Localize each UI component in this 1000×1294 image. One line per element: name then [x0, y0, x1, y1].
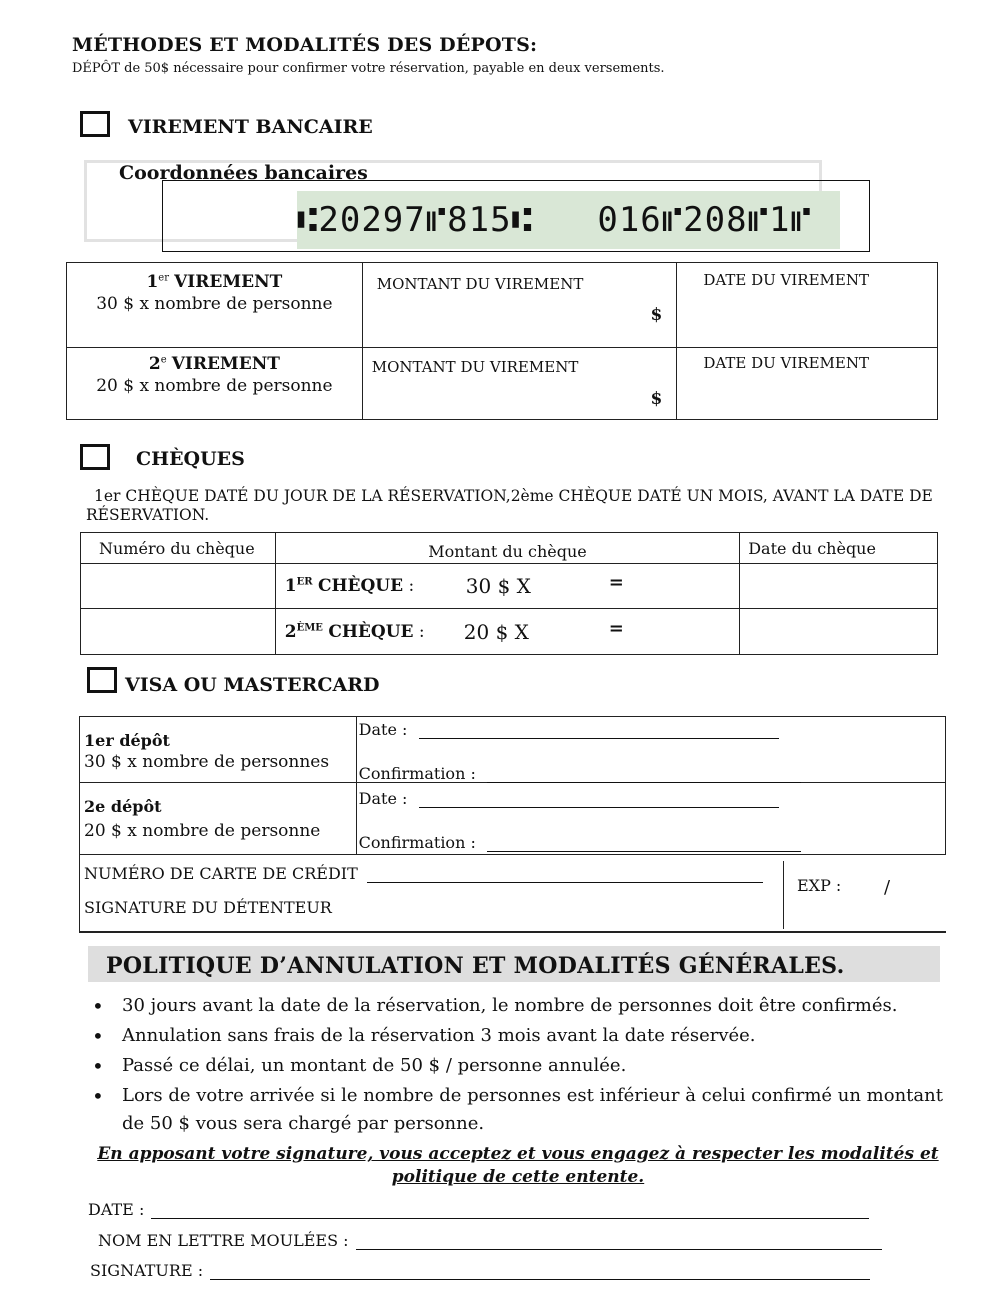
virement-2-amount-label: MONTANT DU VIREMENT [371, 358, 579, 376]
policy-title: POLITIQUE D’ANNULATION ET MODALITÉS GÉNÉRALES. [106, 953, 845, 979]
virement-1-currency: $ [650, 305, 663, 325]
visa-1-date-label: Date : [358, 720, 408, 739]
card-number-label: NUMÉRO DE CARTE DE CRÉDIT [84, 864, 358, 883]
cheque-row-2 [81, 609, 938, 655]
virement-2-date-cell[interactable] [677, 348, 938, 420]
cardholder-signature-label: SIGNATURE DU DÉTENTEUR [84, 898, 332, 917]
cheques-checkbox[interactable] [80, 444, 110, 470]
virement-1-desc [67, 263, 363, 348]
cheque-1-equals: = [608, 572, 624, 593]
cheques-note: 1er CHÈQUE DATÉ DU JOUR DE LA RÉSERVATION,2ème CHÈQUE DATÉ UN MOIS, AVANT LA DATE DE RÉSERVATION. [86, 487, 933, 524]
cheque-2-date-cell[interactable] [740, 609, 938, 655]
cheque-2-amount-cell[interactable] [275, 609, 739, 655]
cheques-header-row [81, 533, 938, 564]
virement-2-formula: 20 $ x nombre de personne [96, 376, 333, 396]
cheque-1-amount-cell[interactable] [275, 564, 739, 609]
visa-1-label: 1er dépôt [84, 731, 170, 750]
policy-bullet: • Passé ce délai, un montant de 50 $ / personne annulée. [88, 1052, 948, 1080]
cheque-1-ordinal: 1 [284, 576, 297, 596]
cheque-2-sup: ÈME [296, 622, 323, 634]
virement-1-amount-label: MONTANT DU VIREMENT [376, 275, 584, 293]
virement-2-name: VIREMENT [171, 354, 280, 374]
footer-name-label: NOM EN LETTRE MOULÉES : [98, 1231, 349, 1250]
policy-bullet: • 30 jours avant la date de la réservation, le nombre de personnes doit être confirmés. [88, 992, 948, 1020]
visa-1-formula: 30 $ x nombre de personnes [84, 752, 330, 772]
virement-1-amount-cell[interactable] [362, 263, 677, 348]
cheques-header-number: Numéro du chèque [99, 539, 255, 558]
cheque-row-1 [81, 564, 938, 609]
virement-1-name: VIREMENT [174, 272, 283, 292]
virement-table [66, 262, 938, 420]
cheques-header-amount: Montant du chèque [428, 542, 587, 561]
footer-date-field[interactable] [151, 1218, 869, 1219]
exp-slash[interactable]: / [884, 877, 891, 898]
policy-bullet: • Lors de votre arrivée si le nombre de personnes est inférieur à celui confirmé un montant de 50 $ vous sera chargé par personne. [88, 1082, 948, 1138]
page-title: MÉTHODES ET MODALITÉS DES DÉPOTS: [72, 34, 538, 56]
visa-table [79, 716, 946, 855]
virement-2-sup: e [160, 354, 167, 366]
virement-1-ordinal: 1 [146, 272, 159, 292]
cheque-2-equals: = [608, 618, 624, 639]
cheque-1-number-cell[interactable] [81, 564, 276, 609]
cheque-1-date-cell[interactable] [740, 564, 938, 609]
card-number-field[interactable] [367, 882, 763, 883]
cheque-2-name: CHÈQUE [328, 622, 414, 642]
virement-2-ordinal: 2 [148, 354, 161, 374]
virement-row-1 [67, 263, 938, 348]
virement-1-sup: er [158, 272, 169, 284]
footer-signature-label: SIGNATURE : [90, 1261, 204, 1280]
virement-1-date-label: DATE DU VIREMENT [703, 271, 869, 289]
virement-row-2 [67, 348, 938, 420]
visa-row-2 [80, 783, 946, 855]
cheques-header-date: Date du chèque [748, 539, 876, 558]
cheque-2-ordinal: 2 [284, 622, 297, 642]
agreement-text: En apposant votre signature, vous acceptez et vous engagez à respecter les modalités et politique de cette entente. [97, 1144, 939, 1187]
virement-1-date-cell[interactable] [677, 263, 938, 348]
visa-1-date-field[interactable] [419, 738, 779, 739]
visa-1-confirm-label: Confirmation : [358, 764, 476, 783]
cheques-table [80, 532, 938, 655]
policy-bullet: • Annulation sans frais de la réservation 3 mois avant la date réservée. [88, 1022, 948, 1050]
visa-checkbox[interactable] [87, 667, 117, 693]
cheque-1-sup: ER [296, 576, 313, 588]
policy-banner [88, 946, 940, 982]
virement-checkbox[interactable] [80, 111, 110, 137]
cheque-2-colon: : [418, 622, 425, 642]
virement-2-amount-cell[interactable] [362, 348, 677, 420]
policy-list [88, 992, 948, 1140]
visa-row-1 [80, 717, 946, 783]
visa-2-confirm-field[interactable] [487, 851, 801, 852]
cheque-1-name: CHÈQUE [317, 576, 404, 596]
visa-2-confirm-label: Confirmation : [358, 833, 476, 852]
micr-line: ⑆20297⑈815⑆ 016⑈208⑈1⑈ [297, 191, 840, 249]
cheques-title: CHÈQUES [136, 448, 245, 470]
cheque-1-amount: 30 $ X [465, 574, 531, 598]
visa-2-label: 2e dépôt [84, 797, 162, 816]
footer-name-field[interactable] [356, 1249, 882, 1250]
footer-date-label: DATE : [88, 1200, 145, 1219]
page-subtitle: DÉPÔT de 50$ nécessaire pour confirmer votre réservation, payable en deux versements. [72, 61, 665, 76]
visa-2-date-label: Date : [358, 789, 408, 808]
footer-signature-field[interactable] [210, 1279, 870, 1280]
virement-2-date-label: DATE DU VIREMENT [703, 354, 869, 372]
virement-2-currency: $ [650, 389, 663, 409]
virement-1-formula: 30 $ x nombre de personne [96, 294, 333, 314]
cheque-2-amount: 20 $ X [463, 620, 529, 644]
cheque-1-colon: : [408, 576, 415, 596]
virement-title: VIREMENT BANCAIRE [128, 116, 373, 138]
visa-2-date-field[interactable] [419, 807, 779, 808]
visa-2-formula: 20 $ x nombre de personne [84, 821, 321, 841]
exp-label: EXP : [797, 876, 842, 895]
bank-details-label: Coordonnées bancaires [119, 162, 368, 184]
visa-title: VISA OU MASTERCARD [125, 674, 380, 696]
cheque-2-number-cell[interactable] [81, 609, 276, 655]
virement-2-desc [67, 348, 363, 420]
exp-divider [783, 861, 784, 929]
